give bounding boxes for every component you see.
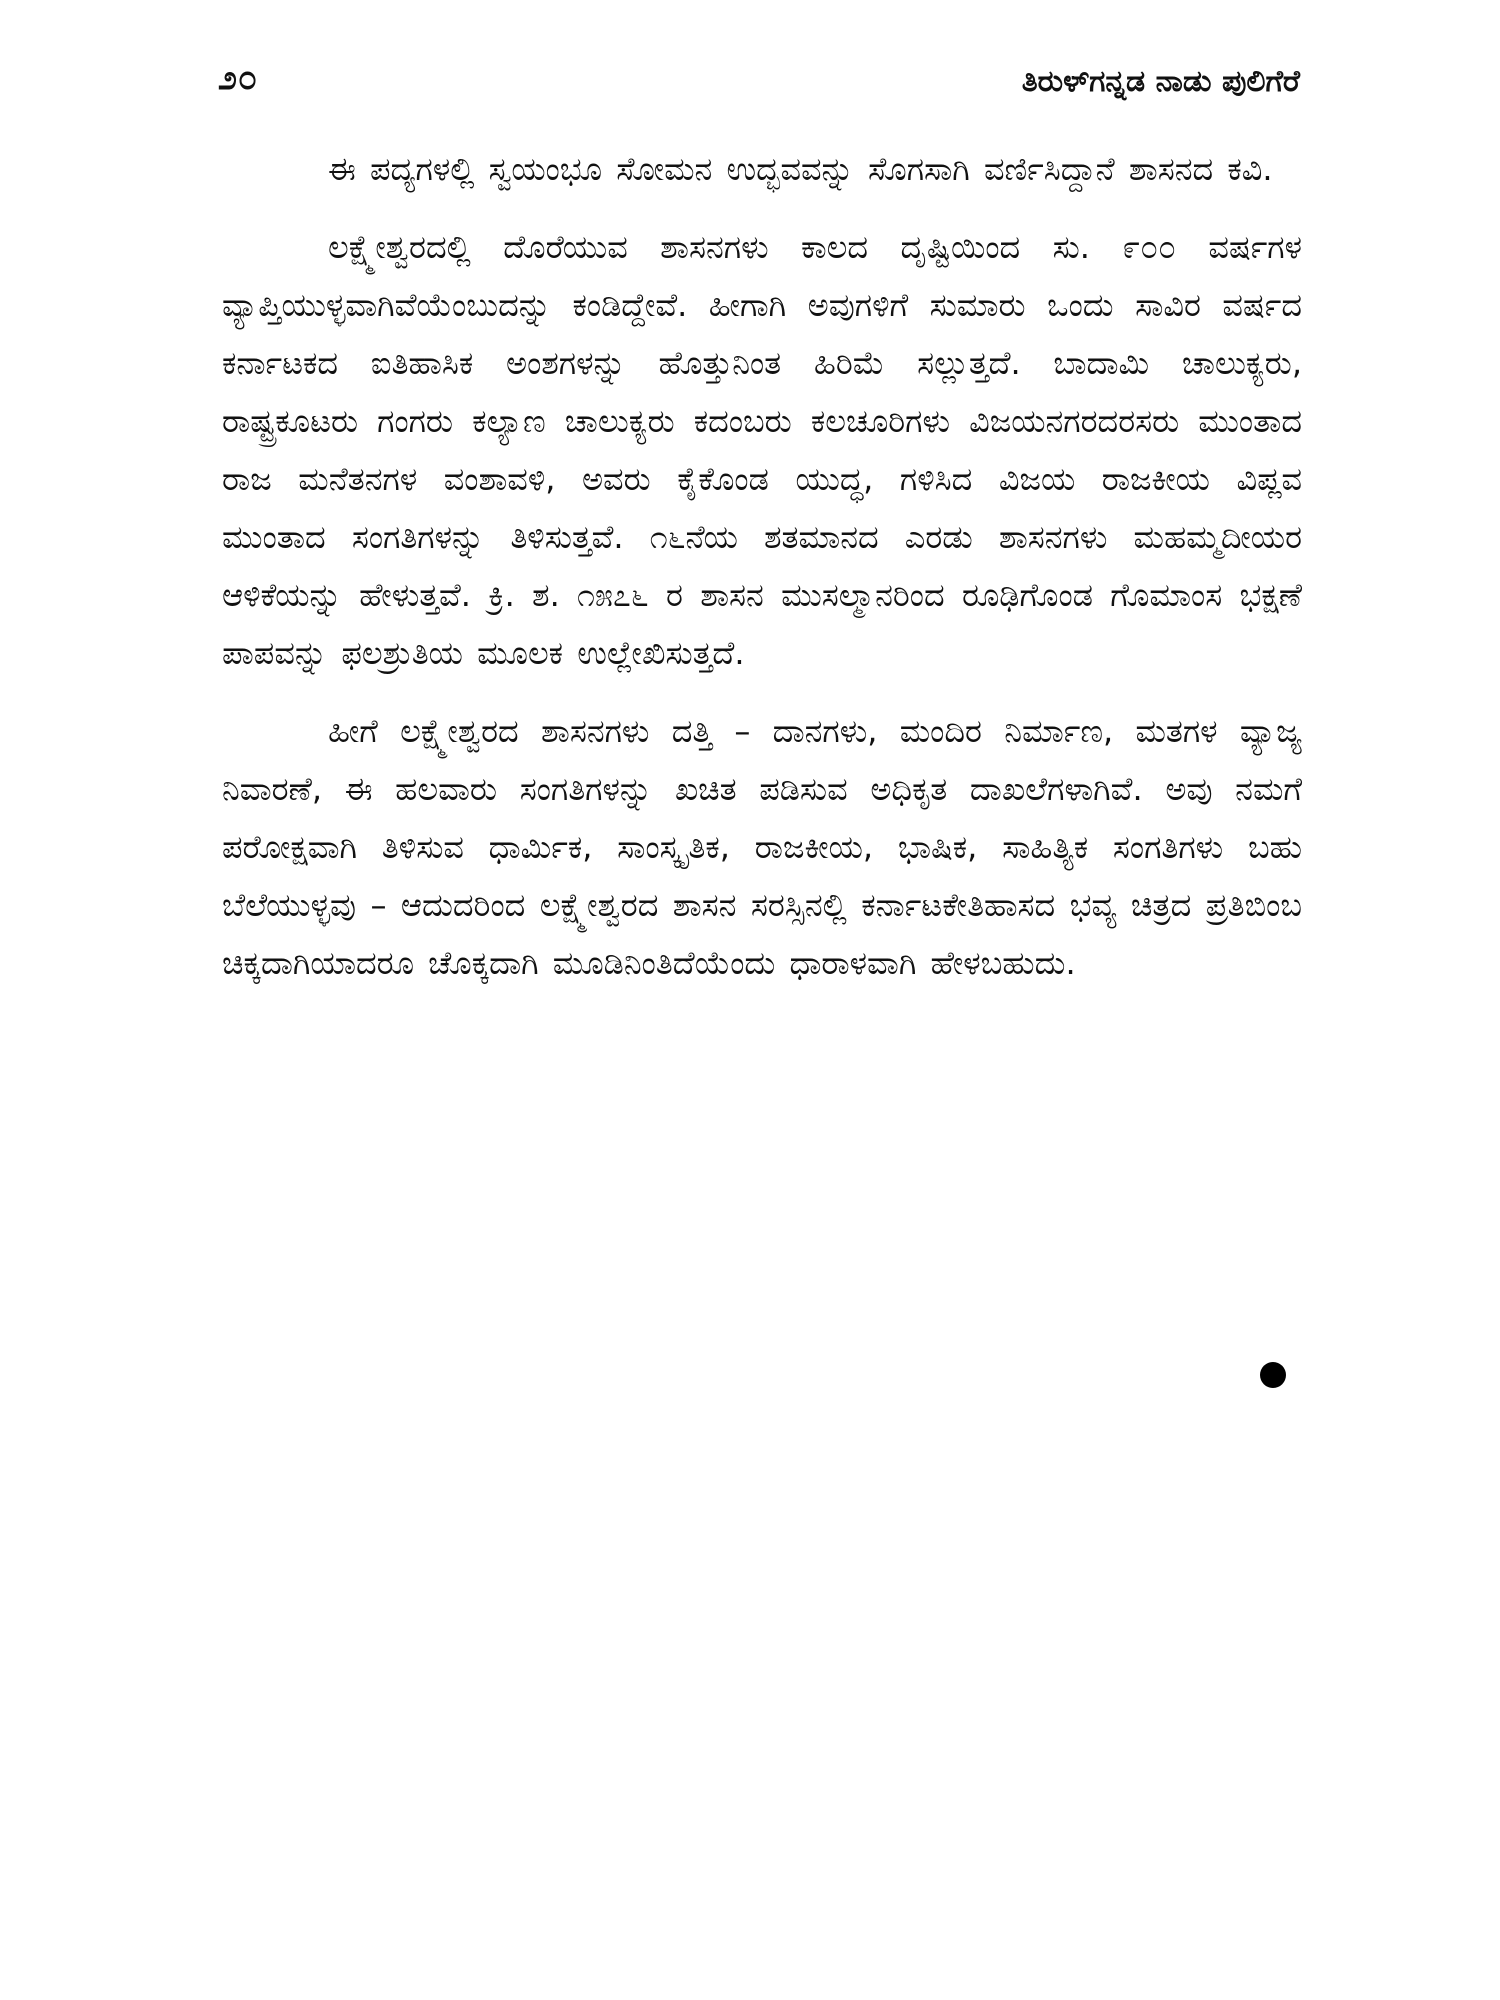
end-mark-bullet-icon	[1260, 1362, 1286, 1388]
running-title: ತಿರುಳ್‌ಗನ್ನಡ ನಾಡು ಪುಲಿಗೆರೆ	[1021, 64, 1300, 99]
paragraph: ಈ ಪದ್ಯಗಳಲ್ಲಿ ಸ್ವಯಂಭೂ ಸೋಮನ ಉದ್ಭವವನ್ನು ಸೊಗಸಾಗಿ ವರ್ಣಿಸಿದ್ದಾನೆ ಶಾಸನದ ಕವಿ.	[328, 150, 1273, 188]
paragraph: ಹೀಗೆ ಲಕ್ಷ್ಮೇಶ್ವರದ ಶಾಸನಗಳು ದತ್ತಿ – ದಾನಗಳು, ಮಂದಿರ ನಿರ್ಮಾಣ, ಮತಗಳ ವ್ಯಾಜ್ಯ ನಿವಾರಣೆ, ಈ ಹಲವಾರು ಸಂಗತಿಗಳನ್ನು ಖಚಿತ ಪಡಿಸುವ ಅಧಿಕೃತ ದಾಖಲೆಗಳಾಗಿವೆ. ಅವು ನಮಗೆ ಪರೋಕ್ಷವಾಗಿ ತಿಳಿಸುವ ಧಾರ್ಮಿಕ, ಸಾಂಸ್ಕೃತಿಕ, ರಾಜಕೀಯ, ಭಾಷಿಕ, ಸಾಹಿತ್ಯಿಕ ಸಂಗತಿಗಳು ಬಹು ಬೆಲೆಯುಳ್ಳವು – ಆದುದರಿಂದ ಲಕ್ಷ್ಮೇಶ್ವರದ ಶಾಸನ ಸರಸ್ಸಿನಲ್ಲಿ ಕರ್ನಾಟಕೇತಿಹಾಸದ ಭವ್ಯ ಚಿತ್ರದ ಪ್ರತಿಬಿಂಬ ಚಿಕ್ಕದಾಗಿಯಾದರೂ ಚೊಕ್ಕದಾಗಿ ಮೂಡಿನಿಂತಿದೆಯೆಂದು ಧಾರಾಳವಾಗಿ ಹೇಳಬಹುದು.	[222, 712, 1302, 982]
page-number: ೨೦	[218, 58, 259, 98]
body-text	[222, 140, 1302, 1012]
paragraph: ಲಕ್ಷ್ಮೇಶ್ವರದಲ್ಲಿ ದೊರೆಯುವ ಶಾಸನಗಳು ಕಾಲದ ದೃಷ್ಟಿಯಿಂದ ಸು. ೯೦೦ ವರ್ಷಗಳ ವ್ಯಾಪ್ತಿಯುಳ್ಳವಾಗಿವೆಯೆಂಬುದನ್ನು ಕಂಡಿದ್ದೇವೆ. ಹೀಗಾಗಿ ಅವುಗಳಿಗೆ ಸುಮಾರು ಒಂದು ಸಾವಿರ ವರ್ಷದ ಕರ್ನಾಟಕದ ಐತಿಹಾಸಿಕ ಅಂಶಗಳನ್ನು ಹೊತ್ತುನಿಂತ ಹಿರಿಮೆ ಸಲ್ಲುತ್ತದೆ. ಬಾದಾಮಿ ಚಾಲುಕ್ಯರು, ರಾಷ್ಟ್ರಕೂಟರು ಗಂಗರು ಕಲ್ಯಾಣ ಚಾಲುಕ್ಯರು ಕದಂಬರು ಕಲಚೂರಿಗಳು ವಿಜಯನಗರದರಸರು ಮುಂತಾದ ರಾಜ ಮನೆತನಗಳ ವಂಶಾವಳಿ, ಅವರು ಕೈಕೊಂಡ ಯುದ್ಧ, ಗಳಿಸಿದ ವಿಜಯ ರಾಜಕೀಯ ವಿಪ್ಲವ ಮುಂತಾದ ಸಂಗತಿಗಳನ್ನು ತಿಳಿಸುತ್ತವೆ. ೧೬ನೆಯ ಶತಮಾನದ ಎರಡು ಶಾಸನಗಳು ಮಹಮ್ಮದೀಯರ ಆಳಿಕೆಯನ್ನು ಹೇಳುತ್ತವೆ. ಕ್ರಿ. ಶ. ೧೫೭೬ ರ ಶಾಸನ ಮುಸಲ್ಮಾನರಿಂದ ರೂಢಿಗೊಂಡ ಗೊಮಾಂಸ ಭಕ್ಷಣೆ ಪಾಪವನ್ನು ಫಲಶ್ರುತಿಯ ಮೂಲಕ ಉಲ್ಲೇಖಿಸುತ್ತದೆ.	[222, 228, 1302, 672]
